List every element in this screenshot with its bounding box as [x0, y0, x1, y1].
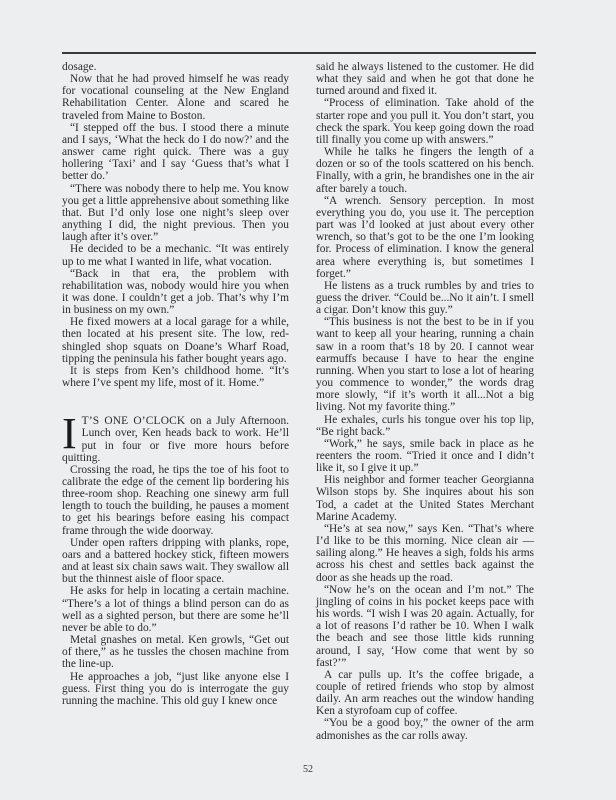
top-rule: [62, 52, 536, 54]
lead-caps: T’S ONE O’CLOCK: [81, 415, 186, 428]
paragraph: dosage.: [62, 61, 97, 73]
paragraph: “There was nobody there to help me. You know you get a little apprehensive about something like that. But I’d only lose one night’s sleep over anything I did, the night previous. Then you laugh after it’s over.”: [62, 182, 289, 244]
paragraph: He listens as a truck rumbles by and tries to guess the driver. “Could be...No it ain’t. I smell a cigar. Don’t know this guy.”: [316, 279, 534, 317]
paragraph: “Process of elimination. Take ahold of the starter rope and you pull it. You don’t start, you check the spark. You keep going down the road till finally you come up with answers.”: [316, 97, 534, 146]
paragraph: While he talks he fingers the length of a dozen or so of the tools scattered on his bench. Finally, with a grin, he brandishes one in the air after barely a touch.: [316, 146, 534, 195]
paragraph: Now that he had proved himself he was ready for vocational counseling at the New England Rehabilitation Center. Alone and scared he traveled from Maine to Boston.: [62, 73, 289, 122]
paragraph: Under open rafters dripping with planks, rope, oars and a battered hockey stick, fifteen mowers and at least six chain saws wait. They swallow all but the thinnest aisle of floor space.: [62, 536, 289, 586]
right-column: [316, 61, 534, 742]
drop-cap: I: [62, 409, 77, 459]
paragraph: His neighbor and former teacher Georgianna Wilson stops by. She inquires about his son Tod, a cadet at the United States Merchant Marine Academy.: [316, 474, 534, 523]
paragraph: “This business is not the best to be in if you want to keep all your hearing, running a chain saw in a room that’s 18 by 20. I cannot wear earmuffs because I have to hear the engine running. When you start to lose a lot of hearing you commence to wonder,” the words drag more slowly, “if it’s worth it all...Not a big living. Not my favorite thing.”: [316, 316, 534, 414]
paragraph: He exhales, curls his tongue over his top lip, “Be right back.”: [316, 413, 534, 438]
section-break: [62, 389, 289, 415]
paragraph: Crossing the road, he tips the toe of his foot to calibrate the edge of the cement lip bordering his three-room shop. Reaching one sinewy arm full length to touch the building, he pauses a moment to get his bearings before easing his compact frame through the wide doorway.: [62, 463, 289, 537]
paragraph: He asks for help in locating a certain machine. “There’s a lot of things a blind person can do as well as a sighted person, but there are some he’ll never be able to do.”: [62, 585, 289, 634]
section-lead-paragraph: [62, 409, 289, 464]
paragraph: said he always listened to the customer. He did what they said and when he got that done he turned around and fixed it.: [316, 61, 534, 98]
left-column: [62, 61, 289, 707]
paragraph: “Back in that era, the problem with rehabilitation was, nobody would hire you when it was done. I couldn’t get a job. That’s why I’m in business on my own.”: [62, 267, 289, 317]
paragraph: “I stepped off the bus. I stood there a minute and I says, ‘What the heck do I do now?’ and the answer came right quick. There was a guy hollering ‘Taxi’ and I say ‘Guess that’s what I better do.’: [62, 121, 289, 183]
paragraph: “Now he’s on the ocean and I’m not.” The jingling of coins in his pocket keeps pace with his words. “I wish I was 20 again. Actually, for a lot of reasons I’d rather be 10. When I walk the beach and see those little kids running around, I say, ‘How come that went by so fast?’”: [316, 583, 534, 669]
paragraph: Metal gnashes on metal. Ken growls, “Get out of there,” as he tussles the chosen machine from the line-up.: [62, 634, 289, 671]
paragraph: “Work,” he says, smile back in place as he reenters the room. “Tried it once and I didn’t like it, so I give it up.”: [316, 437, 534, 475]
paragraph: He fixed mowers at a local garage for a while, then located at his present site. The low, red-shingled shop squats on Doane’s Wharf Road, tipping the peninsula his father bought years ago.: [62, 316, 289, 365]
paragraph: It is steps from Ken’s childhood home. “It’s where I’ve spent my life, most of it. Home.”: [62, 364, 289, 390]
page-number: 52: [303, 764, 313, 775]
paragraph: “He’s at sea now,” says Ken. “That’s where I’d like to be this morning. Nice clean air — sailing along.” He heaves a sigh, folds his arms across his chest and settles back against the door as she heads up the road.: [316, 522, 534, 584]
paragraph: A car pulls up. It’s the coffee brigade, a couple of retired friends who stop by almost daily. An arm reaches out the window handing Ken a styrofoam cup of coffee.: [316, 668, 534, 718]
paragraph: He approaches a job, “just like anyone else I guess. First thing you do is interrogate the guy running the machine. This old guy I knew once: [62, 670, 289, 707]
lead-text: on a July Afternoon. Lunch over, Ken heads back to work. He’ll put in four or five more hours before quitting.: [62, 415, 289, 464]
paragraph: He decided to be a mechanic. “It was entirely up to me what I wanted in life, what vocation.: [62, 243, 289, 268]
paragraph: “You be a good boy,” the owner of the arm admonishes as the car rolls away.: [316, 717, 534, 742]
paragraph: “A wrench. Sensory perception. In most everything you do, you use it. The perception part was I’d looked at just about every other wrench, so that’s got to be the one I’m looking for. Process of elimination. I know the general area where everything is, but sometimes I forget.”: [316, 194, 534, 280]
